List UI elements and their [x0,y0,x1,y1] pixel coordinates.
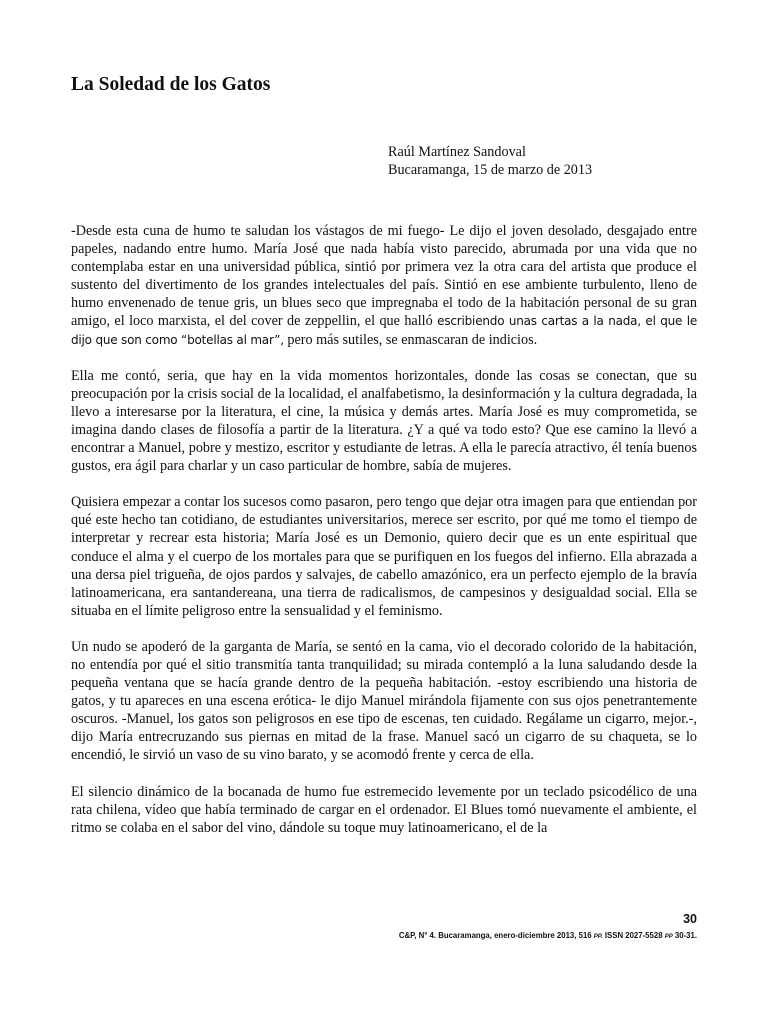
author-block [388,143,592,179]
article-body [71,222,697,855]
page-number: 30 [683,912,697,926]
footer-citation [399,931,697,940]
paragraph-3: Quisiera empezar a contar los sucesos como pasaron, pero tengo que dejar otra imagen para que entiendan por qué este hecho tan cotidiano, de estudiantes universitarios, merece ser escrito, por qué me tomo el tiempo de interpretar y recrear esta historia; María José es un Demonio, quiero decir que es un ente espiritual que conduce el alma y el cuerpo de los mortales para que se purifiquen en los fuegos del infierno. Ella abrazada a una dersa piel trigueña, de ojos pardos y salvajes, de cabello amazónico, era un perfecto ejemplo de la bravía latinoamericana, era santandereana, una tierra de radicalismos, de campesinos y desigualdad social. Ella se situaba en el límite peligroso entre la sensualidad y el feminismo. [71,494,697,619]
paragraph-4: Un nudo se apoderó de la garganta de María, se sentó en la cama, vio el decorado colorido de la habitación, no entendía por qué el sitio transmitía tanta tranquilidad; su mirada contempló a la luna saludando desde la pequeña ventana que se hacía grande dentro de la pequeña habitación. -estoy escribiendo una historia de gatos, y tu apareces en una escena erótica- le dijo Manuel mirándola fijamente con sus ojos penetrantemente oscuros. -Manuel, los gatos son peligrosos en ese tipo de escenas, ten cuidado. Regálame un cigarro, mejor.-, dijo María entrecruzando sus piernas en mitad de la frase. Manuel sacó un cigarro de su chaqueta, se lo encendió, le sirvió un vaso de su vino barato, y se acomodó frente y cerca de ella. [71,638,697,764]
paragraph-2: Ella me contó, seria, que hay en la vida momentos horizontales, donde las cosas se conectan, que su preocupación por la crisis social de la localidad, el analfabetismo, la desinformación y la cultura degradada, la llevo a interesarse por la literatura, el cine, la música y demás artes. María José es muy comprometida, se imagina dando clases de filosofía a partir de la literatura. ¿Y a qué va todo esto? Que ese camino la llevó a encontrar a Manuel, pobre y mestizo, escritor y estudiante de letras. A ella le parecía atractivo, él tenía buenos gustos, era ágil para charlar y un caso particular de hombre, sabía de mujeres. [71,367,697,475]
footer-pp-2: PP [664,934,673,940]
article-title: La Soledad de los Gatos [71,74,271,95]
paragraph-1-text-a: -Desde esta cuna de humo te saludan los vástagos de mi fuego- Le dijo el joven desolado, desgajado entre papeles, nadando entre humo. María José que nada había visto parecido, abrumada por una vida que no contemplaba estar en una universidad pública, sintió por primera vez la otra cara del artista que produce el sustento del divertimento de los grandes intelectuales del país. Sintió en ese ambiente turbulento, lleno de humo envenenado de tenue gris, un blues seco que impregnaba el todo de la habitación personal de su gran amigo, el loco marxista, el del cover de zeppellin, el que halló [71,223,697,330]
footer-pp-1: PP. [593,934,603,940]
footer-issn: ISSN 2027-5528 [604,931,663,940]
paragraph-5: El silencio dinámico de la bocanada de humo fue estremecido levemente por un teclado psicodélico de una rata chilena, vídeo que había terminado de cargar en el ordenador. El Blues tomó nuevamente el ambiente, el ritmo se colaba en el sabor del vino, dándole su toque muy latinoamericano, el de la [71,783,697,836]
footer-pages: 30-31. [674,931,697,940]
place-date: Bucaramanga, 15 de marzo de 2013 [388,162,593,178]
paragraph-1-text-c: pero más sutiles, se enmascaran de indicios. [287,331,538,348]
author-name: Raúl Martínez Sandoval [388,144,526,160]
paragraph-1-text-b: escribiendo unas cartas a la nada, el que le dijo que son como “botellas al mar”, [71,314,698,347]
paragraph-1 [71,222,697,349]
footer-citation-text: C&P, N° 4. Bucaramanga, enero-diciembre 2013, 516 [398,931,592,940]
